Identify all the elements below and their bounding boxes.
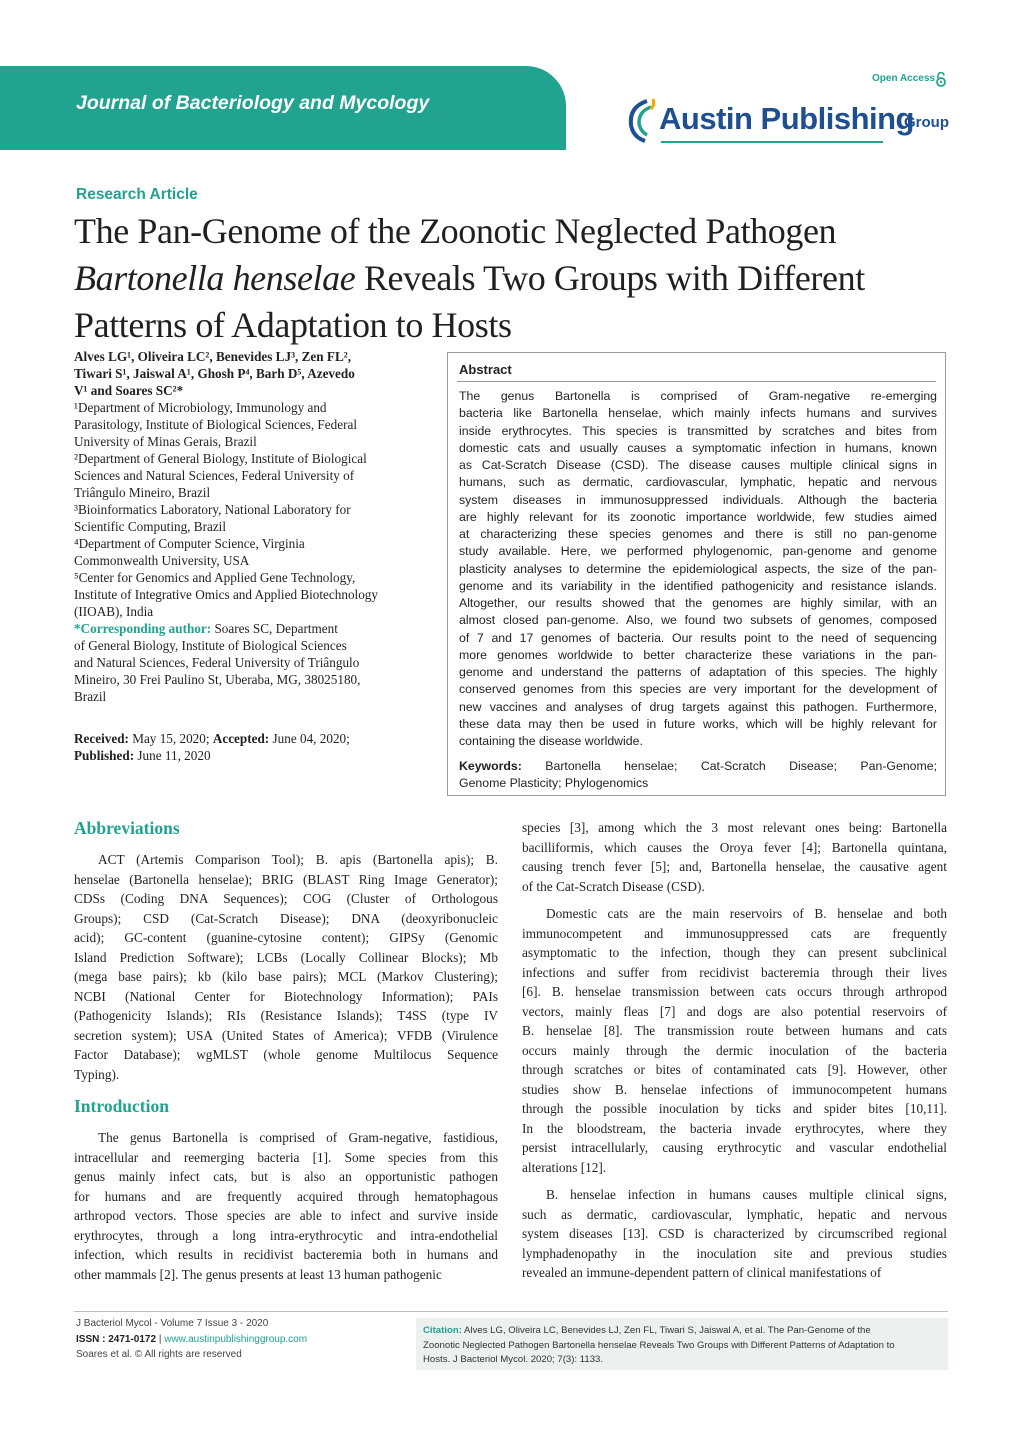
introduction-line: The genus Bartonella is comprised of Gram-negative, fastidious, [98, 1130, 498, 1145]
affiliation-line: Sciences and Natural Sciences, Federal University of [74, 468, 355, 483]
affiliation-line: University of Minas Gerais, Brazil [74, 434, 257, 449]
body-line: In the bloodstream, the bacteria invade erythrocytes, where they [522, 1120, 947, 1136]
affiliation-line: ²Department of General Biology, Institute of Biological [74, 451, 367, 466]
abstract-line: inside erythrocytes. This species is transmitted by scratches and bites from [459, 423, 937, 438]
footer-issn: ISSN : 2471-0172 [76, 1333, 157, 1345]
affiliation-line: Institute of Integrative Omics and Applied Biotechnology [74, 587, 378, 602]
corresponding-line: of General Biology, Institute of Biological Sciences [74, 638, 347, 653]
introduction-line: erythrocytes, through a long intra-erythrocytic and intra-endothelial [74, 1227, 498, 1243]
abbreviation-line: (Pathogenicity Islands); RIs (Resistance Islands); T4SS (type IV [74, 1008, 498, 1023]
citation-text [423, 1324, 943, 1368]
body-line: such as dermatic, cardiovascular, lymphatic, hepatic and nervous [522, 1206, 947, 1222]
published-date: June 11, 2020 [134, 748, 211, 763]
title-line-3: Patterns of Adaptation to Hosts [74, 305, 512, 345]
citation-authors: Alves LG, Oliveira LC, Benevides LJ, Zen FL, Tiwari S, Jaiswal A, et al. The Pan-Genome of the [461, 1325, 871, 1336]
abstract-line: genome and understand the patterns of adaptation of this species. The highly [459, 665, 937, 679]
affiliation-line: Triângulo Mineiro, Brazil [74, 485, 211, 500]
abstract-divider [457, 381, 936, 382]
abbreviations-heading: Abbreviations [74, 818, 180, 838]
footer-sep: | [156, 1333, 165, 1345]
body-line: vectors, mainly fleas [7] and dogs are also potential reservoirs of [522, 1003, 947, 1019]
body-line: B. henselae [8]. The transmission route between humans and cats [522, 1023, 947, 1038]
corresponding-line: and Natural Sciences, Federal University of Triângulo [74, 655, 360, 670]
corresponding-text: Soares SC, Department [211, 621, 338, 636]
received-label: Received: [74, 731, 129, 746]
body-line: through the possible inoculation by ticks and spider bites [10,11]. [522, 1101, 947, 1116]
body-line: species [3], among which the 3 most relevant ones being: Bartonella [522, 820, 947, 835]
keywords [459, 758, 937, 793]
open-access-lock-icon [935, 72, 947, 87]
article-title [74, 208, 954, 349]
abbreviation-line: Groups); CSD (Cat-Scratch Disease); DNA (deoxyribonucleic [74, 910, 498, 926]
introduction-line: arthropod vectors. Those species are able to infect and survive inside [74, 1208, 498, 1223]
affiliation-line: ⁵Center for Genomics and Applied Gene Technology, [74, 570, 356, 585]
title-line-2 [74, 255, 954, 302]
abbreviation-line: secretion system); USA (United States of America); VFDB (Virulence [74, 1027, 498, 1043]
title-line-1: The Pan-Genome of the Zoonotic Neglected Pathogen [74, 211, 837, 251]
body-line: through scratches or bites of contaminated cats [9]. However, other [522, 1062, 947, 1077]
accepted-date: June 04, 2020; [269, 731, 350, 746]
title-species: Bartonella henselae [74, 258, 356, 298]
body-line: alterations [12]. [522, 1159, 607, 1175]
abstract-line: containing the disease worldwide. [459, 734, 643, 748]
abbreviation-line: henselae (Bartonella henselae); BRIG (BLAST Ring Image Generator); [74, 871, 498, 887]
title-line-2-rest: Reveals Two Groups with Different [355, 258, 865, 298]
body-line: asymptomatic to the infection, though they can present subclinical [522, 945, 947, 960]
body-line: revealed an immune-dependent pattern of clinical manifestations of [522, 1265, 882, 1280]
body-line: of the Cat-Scratch Disease (CSD). [522, 878, 705, 894]
paragraph-gap [522, 1177, 947, 1185]
citation-line-2: Zoonotic Neglected Pathogen Bartonella henselae Reveals Two Groups with Different Patterns of Adaptation to [423, 1339, 895, 1351]
footer-volume: J Bacteriol Mycol - Volume 7 Issue 3 - 2020 [76, 1318, 269, 1329]
article-dates [74, 730, 430, 764]
affiliation-line: ⁴Department of Computer Science, Virginia [74, 536, 305, 551]
abstract-line: more genomes worldwide to better characterize these variations in the pan- [459, 647, 937, 662]
abstract-line: at characterizing these species genomes and there is still no pan-genome [459, 527, 937, 541]
abbreviation-line: Factor Database); wgMLST (whole genome Multilocus Sequence [74, 1047, 498, 1062]
abstract-line: as Cat-Scratch Disease (CSD). The disease causes multiple clinical signs in [459, 458, 937, 472]
body-line: [6]. B. henselae transmission between cats occurs through arthropod [522, 984, 947, 999]
body-line: persist intracellularly, causing erythrocytic and vascular endothelial [522, 1140, 947, 1155]
citation-line-1 [423, 1324, 943, 1339]
abstract-line: conserved genomes from this species are very important for the development of [459, 682, 937, 697]
body-line: Domestic cats are the main reservoirs of B. henselae and both [546, 906, 947, 921]
abstract-line: almost closed pan-genome. Also, we found two subsets of genomes, composed [459, 613, 937, 628]
dates-line-2 [74, 747, 430, 764]
corresponding-line-1 [74, 620, 430, 637]
body-line: lymphadenopathy in the inoculation site and previous studies [522, 1245, 947, 1261]
body-line: studies show B. henselae infections of immunocompetent humans [522, 1081, 947, 1097]
received-date: May 15, 2020; [128, 731, 213, 746]
affiliation-line: (IIOAB), India [74, 604, 154, 619]
introduction-text [74, 1128, 498, 1284]
footer-issn-line [76, 1332, 307, 1348]
authors-line-1: Alves LG¹, Oliveira LC², Benevides LJ³, Zen FL², [74, 349, 352, 364]
introduction-line: infection, which results in recidivist bacteremia both in humans and [74, 1247, 498, 1262]
abstract-heading: Abstract [459, 362, 512, 377]
affiliation-line: Commonwealth University, USA [74, 553, 250, 568]
body-line: occurs mainly through the dermic inoculation of the bacteria [522, 1042, 947, 1058]
corresponding-label: *Corresponding author: [74, 621, 212, 636]
affiliation-line: Parasitology, Institute of Biological Sciences, Federal [74, 417, 357, 432]
introduction-line: genus mainly infect cats, but is also an opportunistic pathogen [74, 1169, 498, 1184]
body-line: infections and suffer from recidivist bacteremia through their lives [522, 964, 947, 980]
abstract-line: new vaccines and analyses of drug targets against this pathogen. Furthermore, [459, 699, 937, 714]
abbreviation-line: NCBI (National Center for Biotechnology Information); PAIs [74, 988, 498, 1004]
footer-journal-info [76, 1316, 307, 1363]
abstract-text [459, 388, 937, 750]
accepted-label: Accepted: [212, 731, 270, 746]
abbreviations-text [74, 850, 498, 1084]
abbreviation-line: CDSs (Coding DNA Sequences); COG (Cluster of Orthologous [74, 891, 498, 906]
journal-title: Journal of Bacteriology and Mycology [76, 92, 430, 114]
publisher-logo [625, 97, 955, 145]
keywords-line-2: Genome Plasticity; Phylogenomics [459, 776, 649, 791]
keywords-label: Keywords: [459, 759, 522, 773]
authors-line-2: Tiwari S¹, Jaiswal A¹, Ghosh P⁴, Barh D⁵, Azevedo [74, 366, 355, 381]
corresponding-line: Mineiro, 30 Frei Paulino St, Uberaba, MG, 38025180, [74, 672, 361, 687]
keywords-line-1 [459, 758, 937, 775]
body-line: bacilliformis, which causes the Oroya fever [4]; Bartonella quintana, [522, 839, 947, 855]
body-line: B. henselae infection in humans causes multiple clinical signs, [546, 1187, 947, 1202]
citation-label: Citation: [423, 1325, 462, 1336]
abstract-line: Altogether, our results showed that the genomes are highly similar, with an [459, 596, 937, 610]
published-label: Published: [74, 748, 135, 763]
abstract-line: system diseases in immunosuppressed individuals. Although the bacteria [459, 492, 937, 507]
abstract-line: humans, such as dermatic, cardiovascular, lymphatic, hepatic and nervous [459, 475, 937, 490]
dates-line-1 [74, 730, 430, 747]
author-affiliations [74, 348, 430, 705]
abbreviation-line: Typing). [74, 1066, 120, 1082]
abbreviation-line: acid); GC-content (guanine-cytosine content); GIPSy (Genomic [74, 930, 498, 945]
body-line: causing trench fever [5]; and, Bartonella henselae, the causative agent [522, 859, 947, 874]
citation-line-3: Hosts. J Bacteriol Mycol. 2020; 7(3): 1133. [423, 1354, 604, 1365]
abstract-line: are highly relevant for its zoonotic importance worldwide, few studies aimed [459, 509, 937, 524]
footer-divider [74, 1311, 948, 1312]
open-access-label: Open Access [872, 73, 935, 84]
publisher-group: Group [904, 114, 949, 131]
abstract-line: these data may then be used in future works, which will be highly relevant for [459, 716, 937, 731]
abstract-line: study available. Here, we performed phylogenomic, pan-genome and genome [459, 544, 937, 559]
publisher-underline [661, 141, 883, 143]
publisher-mark-icon [625, 97, 657, 143]
abstract-line: domestic cats and usually causes a symptomatic infection in humans, known [459, 440, 937, 455]
abstract-line: genome and its variability in the identified pathogenicity and resistance islands. [459, 578, 937, 593]
paragraph-gap [522, 896, 947, 904]
abstract-line: The genus Bartonella is comprised of Gram-negative re-emerging [459, 389, 937, 403]
affiliation-line: ³Bioinformatics Laboratory, National Laboratory for [74, 502, 351, 517]
abbreviation-line: (mega base pairs); kb (kilo base pairs); MCL (Markov Clustering); [74, 969, 498, 984]
footer-copyright: Soares et al. © All rights are reserved [76, 1349, 242, 1360]
introduction-line: intracellular and reemerging bacteria [1]. Some species from this [74, 1149, 498, 1165]
abbreviation-line: Island Prediction Software); LCBs (Locally Collinear Blocks); Mb [74, 949, 498, 965]
body-line: immunocompetent and immunosuppressed cats are frequently [522, 925, 947, 941]
corresponding-line: Brazil [74, 689, 107, 704]
abstract-line: of 7 and 17 genomes of bacteria. Our results point to the need of sequencing [459, 630, 937, 645]
right-column-text [522, 818, 947, 1283]
abstract-line: plasticity analyses to determine the epidemiological aspects, the size of the pan- [459, 561, 937, 576]
body-line: system diseases [13]. CSD is characterized by circumscribed regional [522, 1226, 947, 1241]
introduction-heading: Introduction [74, 1096, 169, 1116]
abbreviation-line: ACT (Artemis Comparison Tool); B. apis (Bartonella apis); B. [98, 852, 498, 867]
affiliation-line: Scientific Computing, Brazil [74, 519, 226, 534]
introduction-line: other mammals [2]. The genus presents at least 13 human pathogenic [74, 1266, 442, 1282]
abstract-line: bacteria like Bartonella henselae, which mainly infects humans and survives [459, 406, 937, 421]
publisher-name: Austin Publishing [659, 101, 914, 136]
affiliation-line: ¹Department of Microbiology, Immunology and [74, 400, 327, 415]
introduction-line: for humans and are frequently acquired through hematophagous [74, 1188, 498, 1204]
keywords-text: Bartonella henselae; Cat-Scratch Disease; Pan-Genome; [521, 759, 937, 773]
article-type: Research Article [76, 186, 198, 203]
footer-url-link[interactable]: www.austinpublishinggroup.com [164, 1333, 308, 1345]
authors-line-3: V¹ and Soares SC²* [74, 383, 184, 398]
